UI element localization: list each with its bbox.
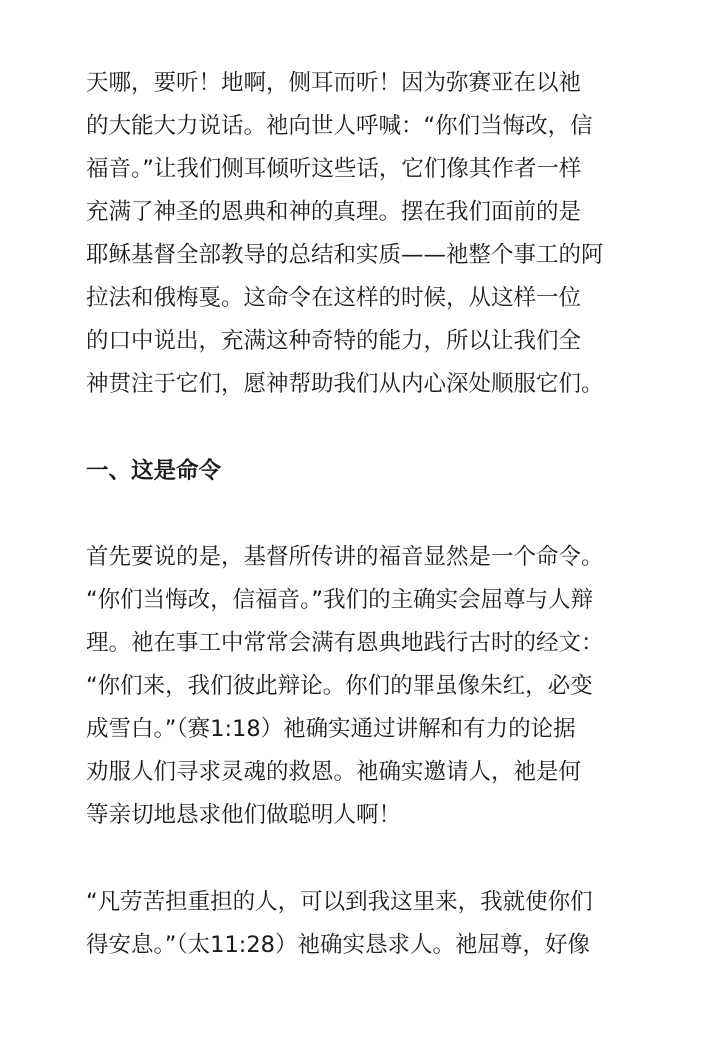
text-line: “你们来，我们彼此辩论。你们的罪虽像朱红，必变 (86, 673, 593, 699)
text-line: 神贯注于它们，愿神帮助我们从内心深处顺服它们。 (86, 371, 604, 397)
text-line: 等亲切地恳求他们做聪明人啊！ (86, 802, 402, 828)
text-line: 劝服人们寻求灵魂的救恩。祂确实邀请人，祂是何 (86, 759, 582, 785)
text-line: 福音。”让我们侧耳倾听这些话，它们像其作者一样 (86, 156, 582, 182)
text-line: 天哪，要听！地啊，侧耳而听！因为弥赛亚在以祂 (86, 70, 582, 96)
section-heading: 一、这是命令 (86, 458, 222, 484)
text-line: 拉法和俄梅戛。这命令在这样的时候，从这样一位 (86, 285, 582, 311)
text-line: 的大能大力说话。祂向世人呼喊：“你们当悔改，信 (86, 113, 593, 139)
text-line: “凡劳苦担重担的人，可以到我这里来，我就使你们 (86, 889, 593, 915)
text-line: 成雪白。”（赛1:18）祂确实通过讲解和有力的论据 (86, 716, 576, 742)
text-line: 耶稣基督全部教导的总结和实质——祂整个事工的阿 (86, 242, 604, 268)
text-line: 得安息。”（太11:28）祂确实恳求人。祂屈尊，好像 (86, 932, 590, 958)
text-line: 充满了神圣的恩典和神的真理。摆在我们面前的是 (86, 199, 582, 225)
text-line: 的口中说出，充满这种奇特的能力，所以让我们全 (86, 328, 582, 354)
text-line: 理。祂在事工中常常会满有恩典地践行古时的经文： (86, 630, 604, 656)
text-line: “你们当悔改，信福音。”我们的主确实会屈尊与人辩 (86, 587, 594, 613)
text-line: 首先要说的是，基督所传讲的福音显然是一个命令。 (86, 544, 604, 570)
